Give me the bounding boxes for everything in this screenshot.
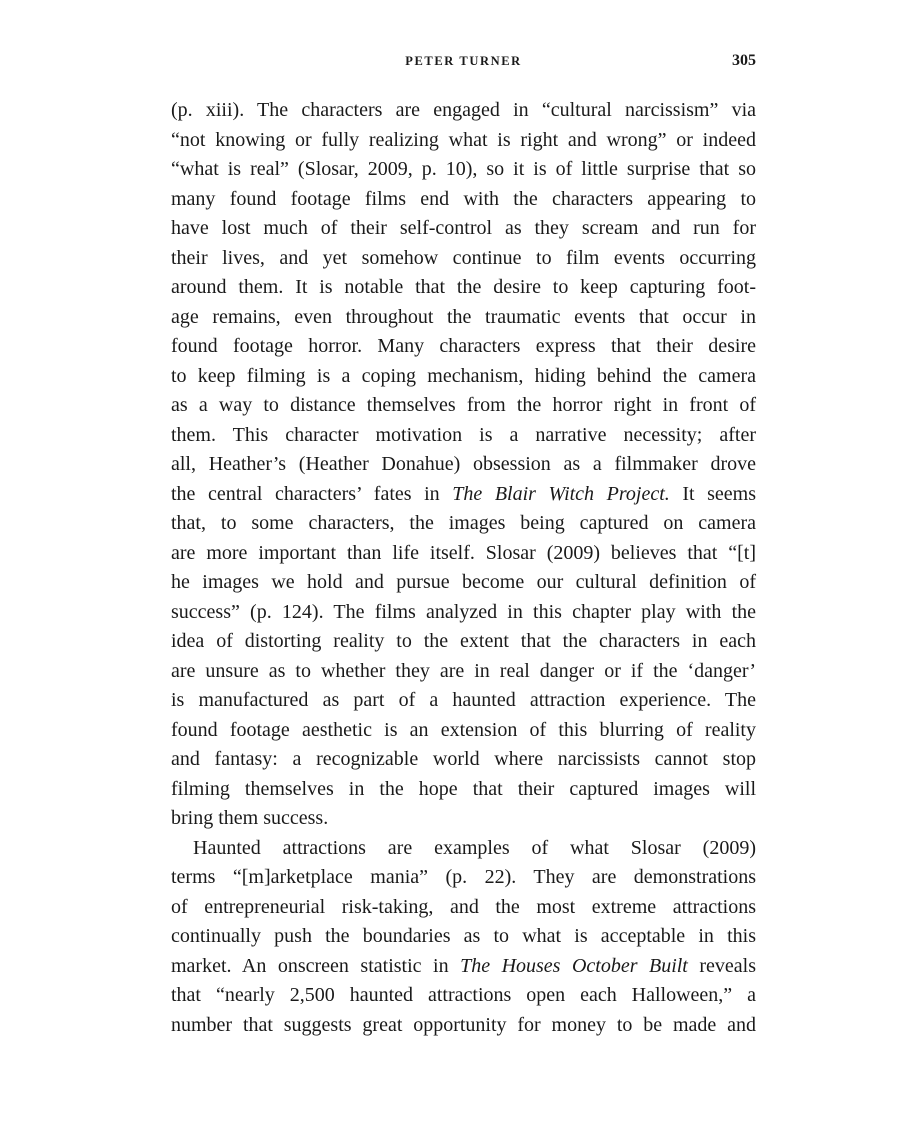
running-head-author: PETER TURNER (405, 54, 522, 68)
text-line: age remains, even throughout the traumatic events that occur in (171, 305, 756, 328)
text-line: their lives, and yet somehow continue to film events occurring (171, 246, 756, 269)
text-line: are unsure as to whether they are in real danger or if the ‘danger’ (171, 659, 756, 682)
text-line: filming themselves in the hope that their captured images will (171, 777, 756, 800)
text-line: have lost much of their self-control as they scream and run for (171, 217, 756, 239)
text-line: that “nearly 2,500 haunted attractions open each Halloween,” a (171, 984, 756, 1006)
body-text (171, 96, 756, 1040)
text-line: that, to some characters, the images being captured on camera (171, 512, 756, 534)
text-line: as a way to distance themselves from the horror right in front of (171, 394, 756, 416)
text-line: many found footage films end with the characters appearing to (171, 187, 756, 210)
text-line: found footage horror. Many characters express that their desire (171, 335, 756, 357)
page-number: 305 (732, 52, 756, 69)
text-line: and fantasy: a recognizable world where narcissists cannot stop (171, 748, 756, 770)
text-line: market. An onscreen statistic in The Houses October Built reveals (171, 954, 756, 977)
text-line: found footage aesthetic is an extension of this blurring of reality (171, 718, 756, 741)
text-line: he images we hold and pursue become our cultural definition of (171, 571, 756, 593)
text-line: “not knowing or fully realizing what is right and wrong” or indeed (171, 128, 756, 151)
text-line: them. This character motivation is a narrative necessity; after (171, 423, 756, 446)
film-title: The Houses October Built (460, 954, 688, 977)
paragraph-1 (171, 96, 756, 834)
text-line: are more important than life itself. Slosar (2009) believes that “[t] (171, 541, 756, 564)
text-line: number that suggests great opportunity for money to be made and (171, 1013, 756, 1036)
text-line: (p. xiii). The characters are engaged in “cultural narcissism” via (171, 99, 756, 121)
film-title: The Blair Witch Project. (452, 482, 670, 505)
text-line: bring them success. (171, 807, 329, 829)
text-line: of entrepreneurial risk-taking, and the most extreme attractions (171, 895, 756, 918)
text-line: terms “[m]arketplace mania” (p. 22). They are demonstrations (171, 866, 756, 888)
text-line: continually push the boundaries as to what is acceptable in this (171, 925, 756, 947)
text-line: all, Heather’s (Heather Donahue) obsession as a filmmaker drove (171, 453, 756, 475)
text-line: “what is real” (Slosar, 2009, p. 10), so it is of little surprise that so (171, 158, 756, 180)
text-line: is manufactured as part of a haunted attraction experience. The (171, 689, 756, 711)
text-line: success” (p. 124). The films analyzed in this chapter play with the (171, 600, 756, 623)
text-line: Haunted attractions are examples of what Slosar (2009) (193, 836, 756, 859)
text-line: the central characters’ fates in The Blair Witch Project. It seems (171, 482, 757, 505)
text-line: idea of distorting reality to the extent that the characters in each (171, 630, 756, 652)
paragraph-2 (171, 834, 756, 1041)
text-line: to keep filming is a coping mechanism, hiding behind the camera (171, 364, 756, 387)
text-line: around them. It is notable that the desire to keep capturing foot- (171, 276, 756, 298)
running-head (171, 52, 756, 72)
